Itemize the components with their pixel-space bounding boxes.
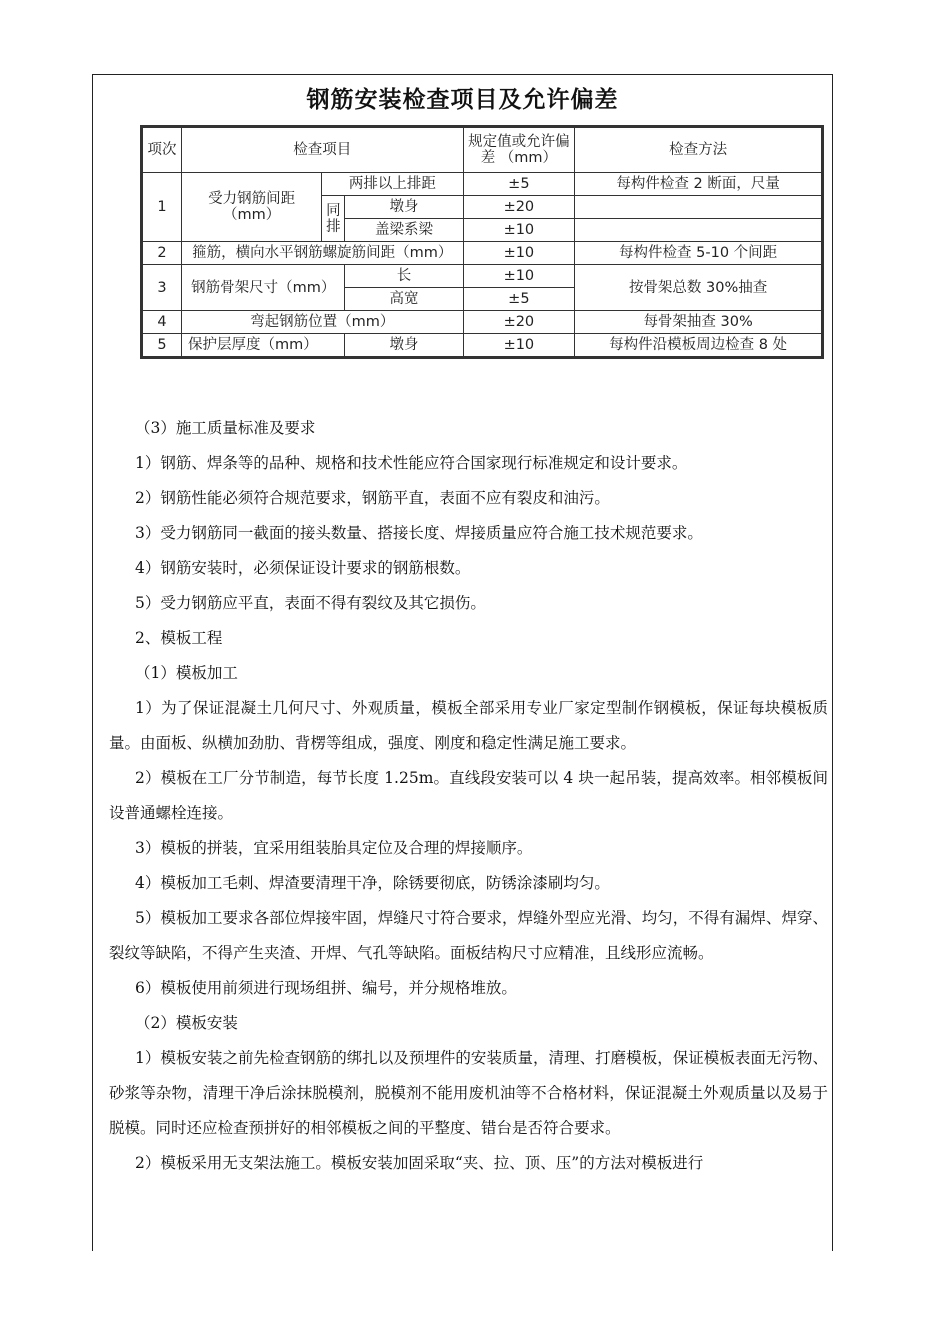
- table-row: [142, 311, 823, 334]
- row4-tol: ±20: [463, 311, 575, 334]
- row1-tol2: ±20: [463, 196, 575, 219]
- row1-sub-group: 同排: [322, 196, 345, 242]
- paragraph: 3）模板的拼装，宜采用组装胎具定位及合理的焊接顺序。: [135, 839, 533, 857]
- table-row: [142, 242, 823, 265]
- row5-item: 保护层厚度（mm）: [182, 334, 345, 358]
- table-row: [142, 265, 823, 288]
- header-no: 项次: [142, 127, 182, 173]
- paragraph: 1）为了保证混凝土几何尺寸、外观质量，模板全部采用专业厂家定型制作钢模板，保证每块模板质量。由面板、纵横加劲肋、背楞等组成，强度、刚度和稳定性满足施工要求。: [109, 699, 828, 752]
- row3-no: 3: [142, 265, 182, 311]
- paragraph: 2）模板采用无支架法施工。模板安装加固采取“夹、拉、顶、压”的方法对模板进行: [135, 1154, 704, 1172]
- paragraph: 4）模板加工毛刺、焊渣要清理干净，除锈要彻底，防锈涂漆刷均匀。: [135, 874, 610, 892]
- row2-no: 2: [142, 242, 182, 265]
- row4-no: 4: [142, 311, 182, 334]
- row1-method3-empty: [575, 219, 823, 242]
- row2-item: 箍筋，横向水平钢筋螺旋筋间距（mm）: [182, 242, 463, 265]
- row1-no: 1: [142, 173, 182, 242]
- paragraph: 1）钢筋、焊条等的品种、规格和技术性能应符合国家现行标准规定和设计要求。: [135, 454, 688, 472]
- row1-sub3: 盖梁系梁: [345, 219, 463, 242]
- row3-sub1: 长: [345, 265, 463, 288]
- row4-item: 弯起钢筋位置（mm）: [182, 311, 463, 334]
- row3-tol1: ±10: [463, 265, 575, 288]
- row1-sub1: 两排以上排距: [322, 173, 463, 196]
- subheading: （1）模板加工: [135, 664, 238, 682]
- inspection-table: [140, 125, 824, 359]
- row5-sub: 墩身: [345, 334, 463, 358]
- body-text: [93, 411, 832, 1181]
- row5-tol: ±10: [463, 334, 575, 358]
- header-item: 检查项目: [182, 127, 463, 173]
- row3-item: 钢筋骨架尺寸（mm）: [182, 265, 345, 311]
- row1-method2-empty: [575, 196, 823, 219]
- header-method: 检查方法: [575, 127, 823, 173]
- header-tolerance: 规定值或允许偏差 （mm）: [463, 127, 575, 173]
- subheading: （2）模板安装: [135, 1014, 238, 1032]
- table-row: [142, 173, 823, 196]
- document-frame: [92, 74, 833, 1251]
- row1-item: 受力钢筋间距（mm）: [182, 173, 322, 242]
- section-heading: 2、模板工程: [135, 629, 223, 647]
- paragraph: 1）模板安装之前先检查钢筋的绑扎以及预埋件的安装质量，清理、打磨模板，保证模板表面无污物、砂浆等杂物，清理干净后涂抹脱模剂，脱模剂不能用废机油等不合格材料，保证混凝土外观质量以及易于脱模。同时还应检查预拼好的相邻模板之间的平整度、错台是否符合要求。: [109, 1049, 828, 1137]
- table-header-row: [142, 127, 823, 173]
- row3-sub2: 高宽: [345, 288, 463, 311]
- paragraph: 2）模板在工厂分节制造，每节长度 1.25m。直线段安装可以 4 块一起吊装，提高效率。相邻模板间设普通螺栓连接。: [109, 769, 828, 822]
- row3-tol2: ±5: [463, 288, 575, 311]
- subheading: （3）施工质量标准及要求: [135, 419, 316, 437]
- row1-method: 每构件检查 2 断面，尺量: [575, 173, 823, 196]
- table-title: 钢筋安装检查项目及允许偏差: [306, 87, 619, 113]
- row5-method: 每构件沿模板周边检查 8 处: [575, 334, 823, 358]
- row1-tol3: ±10: [463, 219, 575, 242]
- paragraph: 2）钢筋性能必须符合规范要求，钢筋平直，表面不应有裂皮和油污。: [135, 489, 610, 507]
- paragraph: 3）受力钢筋同一截面的接头数量、搭接长度、焊接质量应符合施工技术规范要求。: [135, 524, 703, 542]
- row4-method: 每骨架抽查 30%: [575, 311, 823, 334]
- paragraph: 4）钢筋安装时，必须保证设计要求的钢筋根数。: [135, 559, 471, 577]
- row2-tol: ±10: [463, 242, 575, 265]
- row5-no: 5: [142, 334, 182, 358]
- paragraph: 5）受力钢筋应平直，表面不得有裂纹及其它损伤。: [135, 594, 486, 612]
- paragraph: 6）模板使用前须进行现场组拼、编号，并分规格堆放。: [135, 979, 517, 997]
- row3-method: 按骨架总数 30%抽查: [575, 265, 823, 311]
- row1-tol1: ±5: [463, 173, 575, 196]
- paragraph: 5）模板加工要求各部位焊接牢固，焊缝尺寸符合要求，焊缝外型应光滑、均匀，不得有漏焊、焊穿、裂纹等缺陷，不得产生夹渣、开焊、气孔等缺陷。面板结构尺寸应精准，且线形应流畅。: [109, 909, 828, 962]
- table-row: [142, 334, 823, 358]
- row2-method: 每构件检查 5-10 个间距: [575, 242, 823, 265]
- row1-sub2: 墩身: [345, 196, 463, 219]
